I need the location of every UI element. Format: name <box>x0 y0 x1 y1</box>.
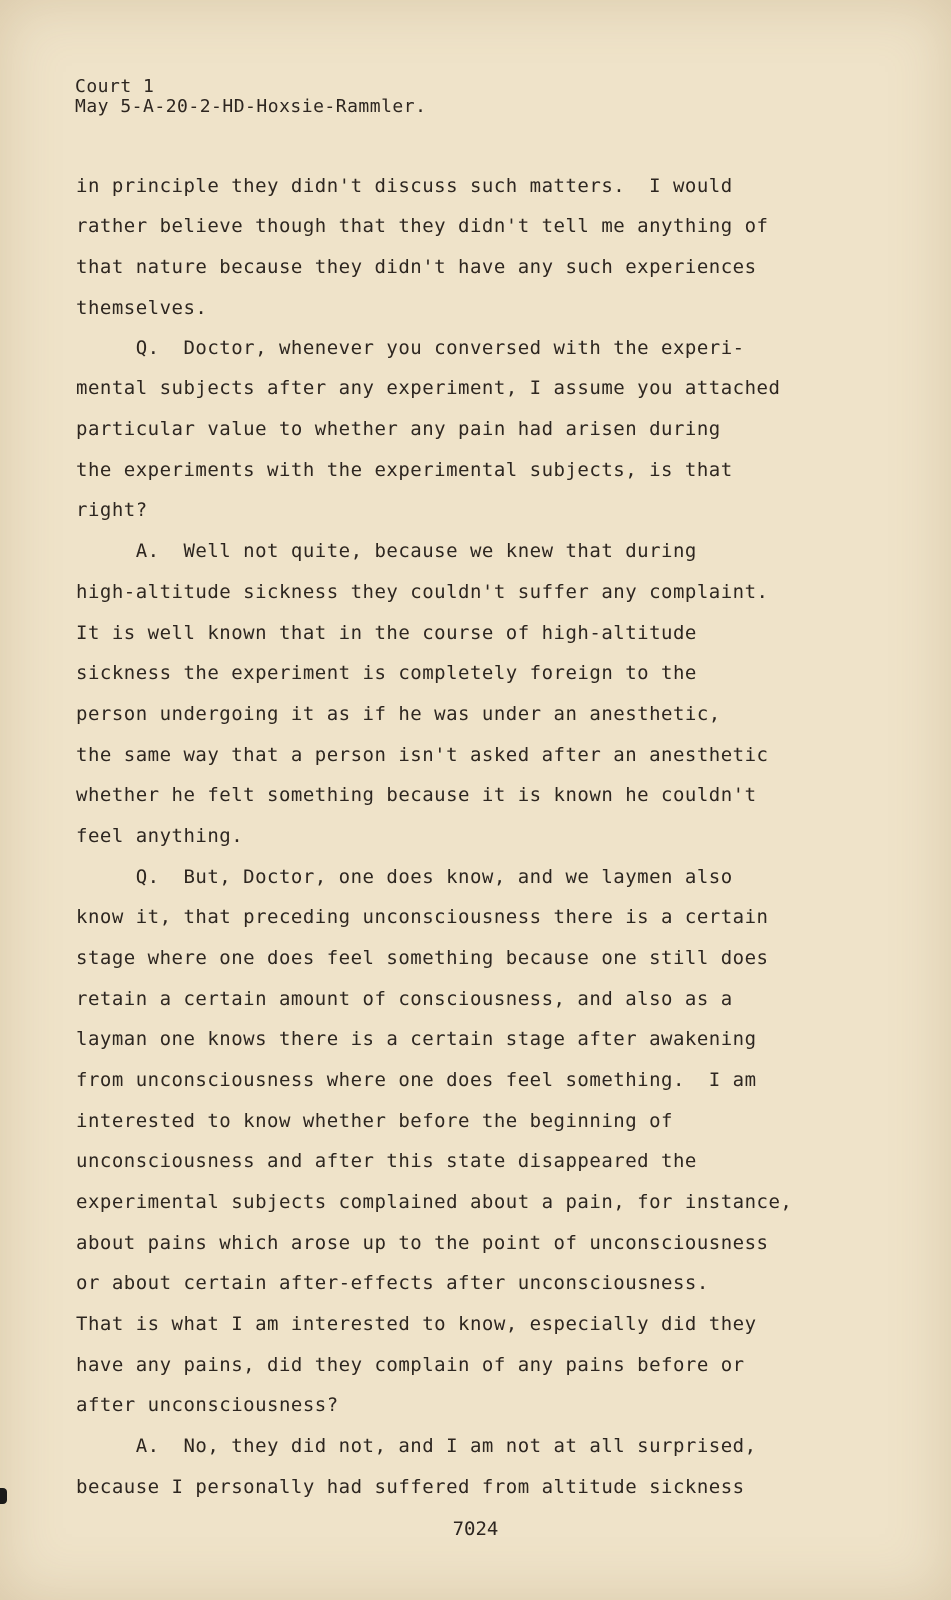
text-line: in principle they didn't discuss such matters. I would <box>76 175 733 197</box>
text-line: that nature because they didn't have any such experiences <box>76 256 757 278</box>
text-line: from unconsciousness where one does feel something. I am <box>76 1069 757 1091</box>
text-line: or about certain after-effects after unconsciousness. <box>76 1272 709 1294</box>
text-line: because I personally had suffered from altitude sickness <box>76 1476 745 1498</box>
question-line: Q. But, Doctor, one does know, and we laymen also <box>76 866 733 888</box>
text-line: particular value to whether any pain had arisen during <box>76 418 721 440</box>
text-line: mental subjects after any experiment, I assume you attached <box>76 377 781 399</box>
text-line: interested to know whether before the beginning of <box>76 1110 673 1132</box>
text-line: unconsciousness and after this state disappeared the <box>76 1150 697 1172</box>
text-line: That is what I am interested to know, especially did they <box>76 1313 757 1335</box>
text-line: know it, that preceding unconsciousness there is a certain <box>76 906 769 928</box>
text-line: feel anything. <box>76 825 244 847</box>
text-line: It is well known that in the course of high-altitude <box>76 622 697 644</box>
text-line: layman one knows there is a certain stage after awakening <box>76 1028 757 1050</box>
text-line: the same way that a person isn't asked after an anesthetic <box>76 744 769 766</box>
text-line: right? <box>76 499 148 521</box>
question-line: Q. Doctor, whenever you conversed with the experi- <box>76 337 745 359</box>
text-line: retain a certain amount of consciousness, and also as a <box>76 988 733 1010</box>
text-line: about pains which arose up to the point of unconsciousness <box>76 1232 769 1254</box>
text-line: themselves. <box>76 297 208 319</box>
text-line: experimental subjects complained about a pain, for instance, <box>76 1191 793 1213</box>
text-line: sickness the experiment is completely foreign to the <box>76 662 697 684</box>
answer-line: A. No, they did not, and I am not at all surprised, <box>76 1435 757 1457</box>
text-line: person undergoing it as if he was under an anesthetic, <box>76 703 721 725</box>
header-reference: May 5-A-20-2-HD-Hoxsie-Rammler. <box>75 96 427 117</box>
text-line: stage where one does feel something because one still does <box>76 947 769 969</box>
text-line: have any pains, did they complain of any pains before or <box>76 1354 745 1376</box>
text-line: high-altitude sickness they couldn't suffer any complaint. <box>76 581 769 603</box>
text-line: after unconsciousness? <box>76 1394 339 1416</box>
page-number: 7024 <box>452 1518 499 1540</box>
text-line: the experiments with the experimental subjects, is that <box>76 459 733 481</box>
text-line: whether he felt something because it is known he couldn't <box>76 784 757 806</box>
answer-line: A. Well not quite, because we knew that during <box>76 540 697 562</box>
binding-mark <box>0 1488 7 1504</box>
header-court: Court 1 <box>75 76 155 97</box>
text-line: rather believe though that they didn't tell me anything of <box>76 215 769 237</box>
